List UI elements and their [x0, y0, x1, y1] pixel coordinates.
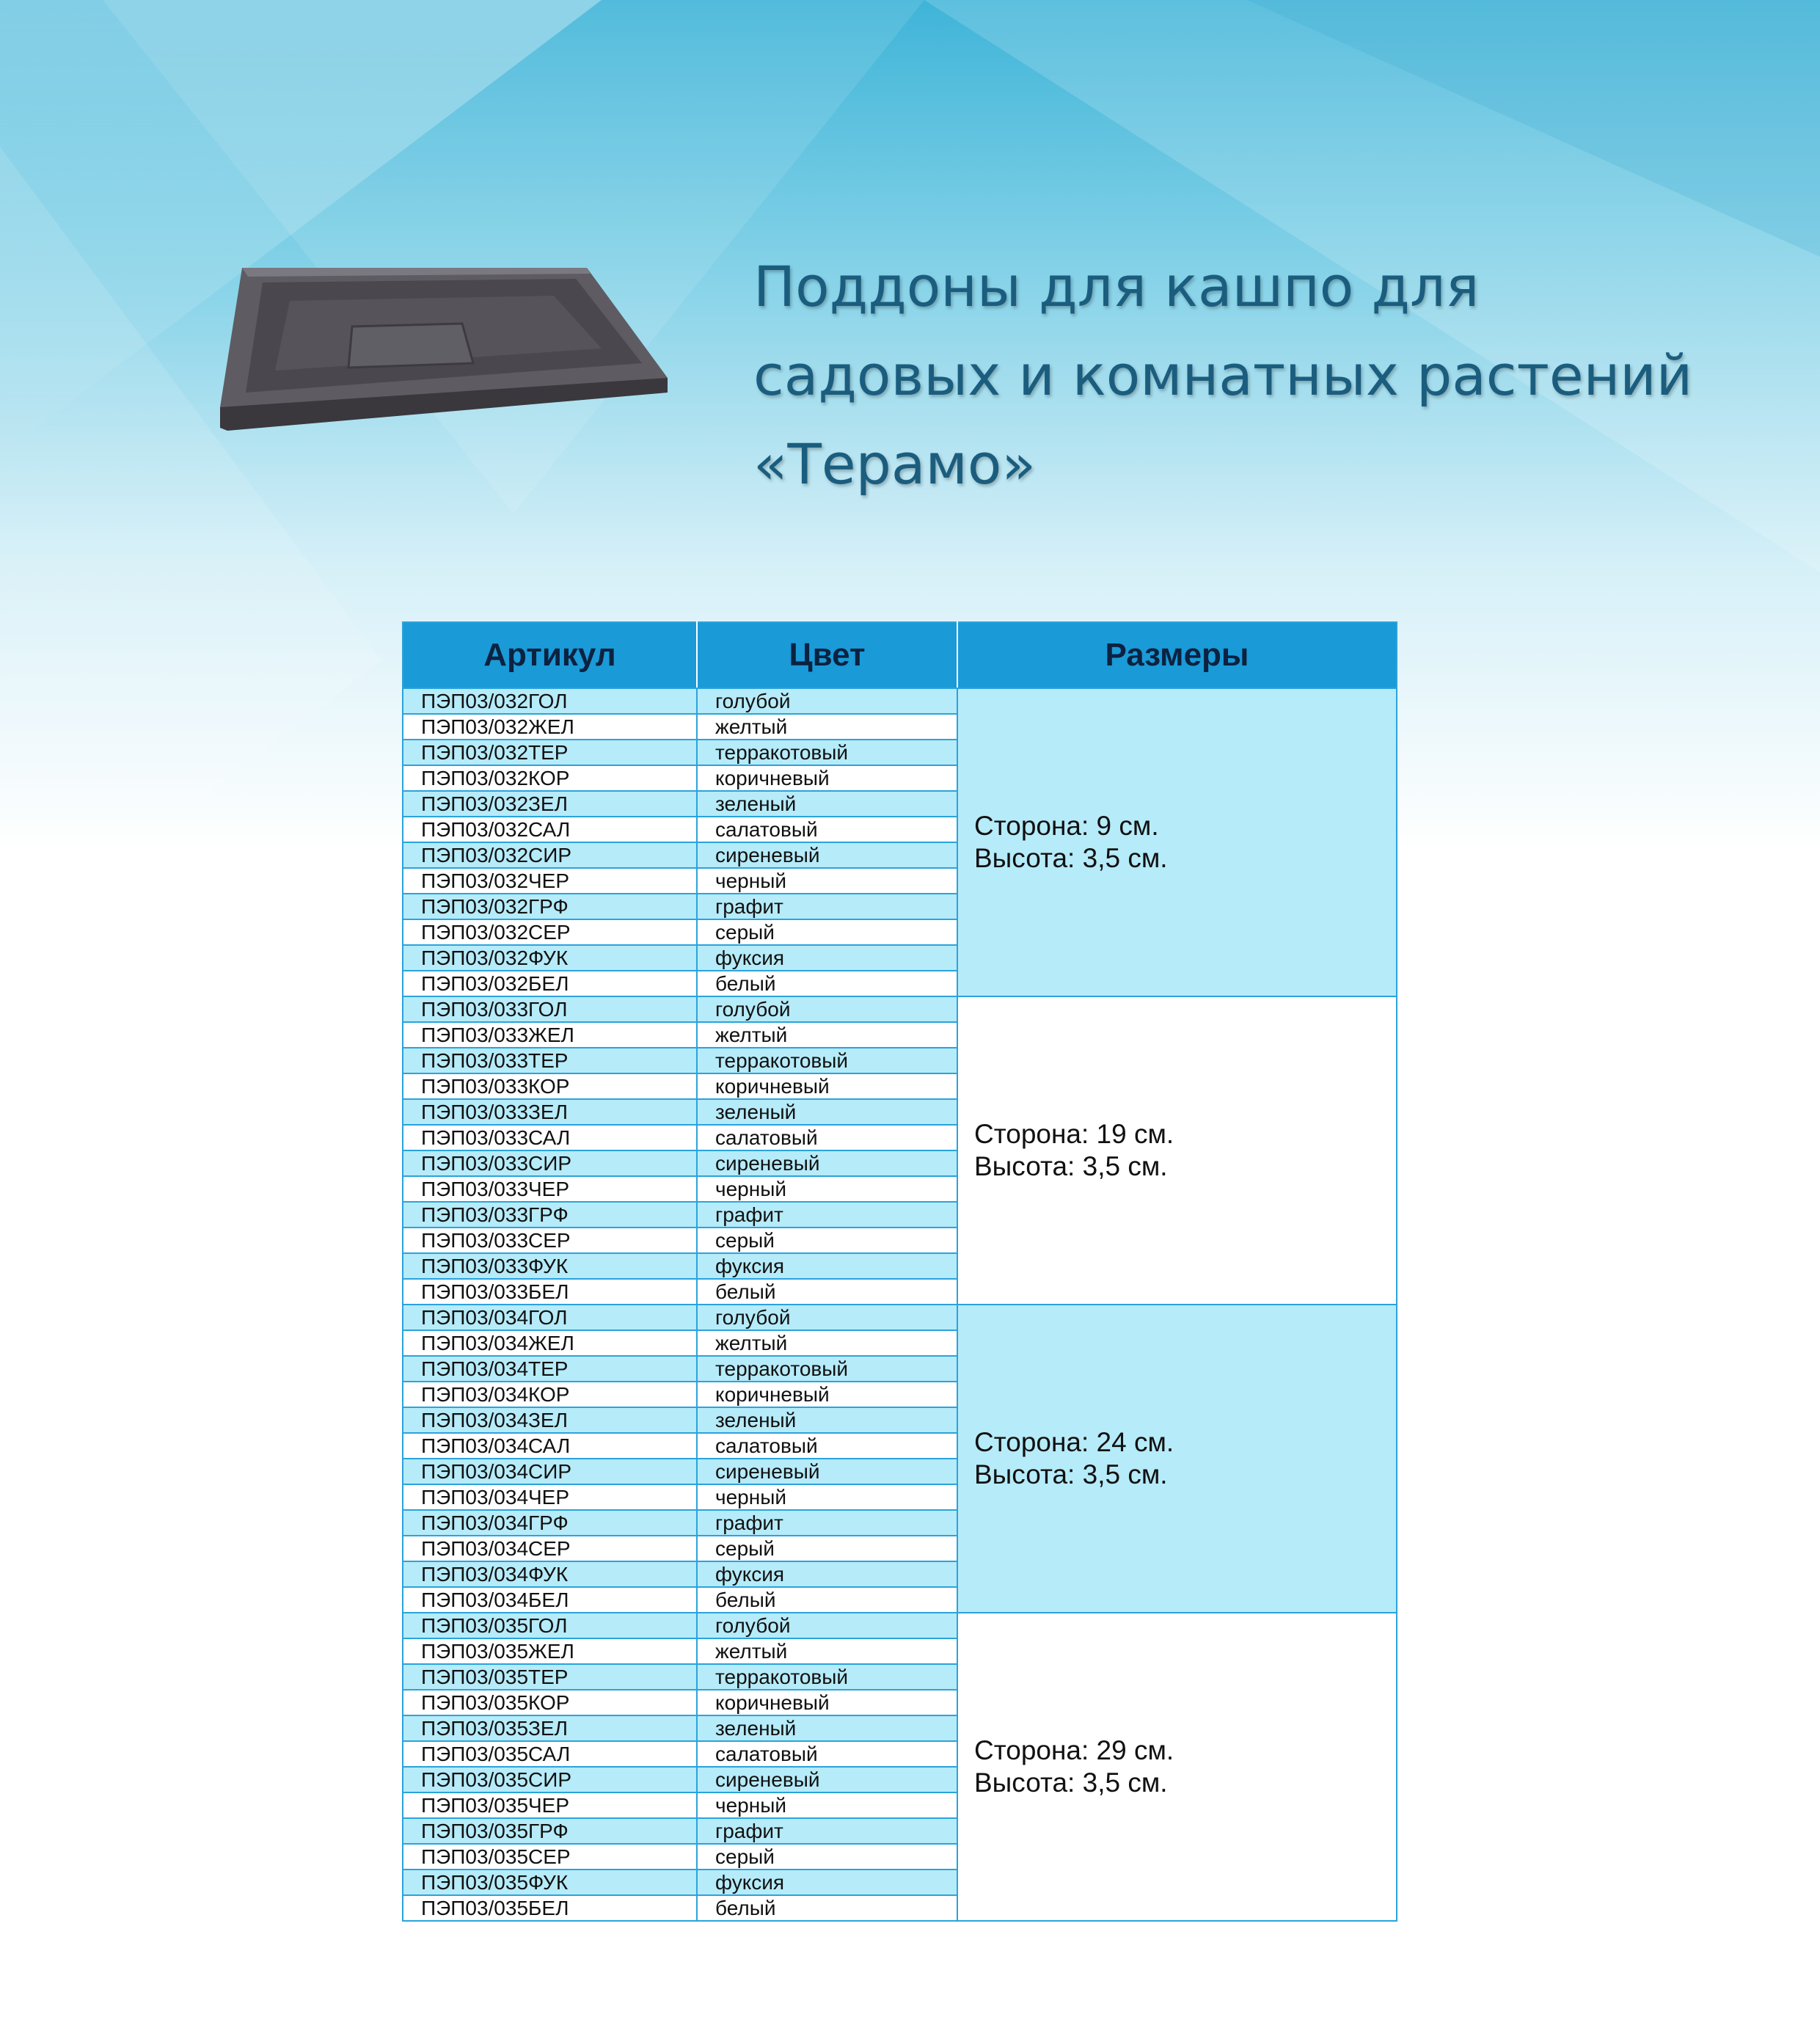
- color-cell: желтый: [697, 1022, 957, 1048]
- article-cell: ПЭП03/035ЧЕР: [403, 1792, 697, 1818]
- color-cell: сиреневый: [697, 842, 957, 868]
- article-cell: ПЭП03/035БЕЛ: [403, 1895, 697, 1921]
- article-cell: ПЭП03/034САЛ: [403, 1433, 697, 1459]
- article-cell: ПЭП03/034СЕР: [403, 1536, 697, 1561]
- color-cell: серый: [697, 919, 957, 945]
- color-cell: черный: [697, 868, 957, 894]
- article-cell: ПЭП03/034ЧЕР: [403, 1484, 697, 1510]
- color-cell: голубой: [697, 1305, 957, 1330]
- article-cell: ПЭП03/032ЧЕР: [403, 868, 697, 894]
- article-cell: ПЭП03/033ТЕР: [403, 1048, 697, 1073]
- color-cell: сиреневый: [697, 1767, 957, 1792]
- size-side: Сторона: 19 см.: [974, 1119, 1174, 1149]
- article-cell: ПЭП03/034ЗЕЛ: [403, 1407, 697, 1433]
- color-cell: черный: [697, 1792, 957, 1818]
- size-cell: [957, 996, 1397, 1305]
- color-cell: коричневый: [697, 1690, 957, 1715]
- article-cell: ПЭП03/033ГРФ: [403, 1202, 697, 1228]
- page-title: [753, 242, 1780, 508]
- article-cell: ПЭП03/034ГОЛ: [403, 1305, 697, 1330]
- color-cell: голубой: [697, 688, 957, 714]
- article-cell: ПЭП03/035САЛ: [403, 1741, 697, 1767]
- color-cell: зеленый: [697, 1407, 957, 1433]
- color-cell: серый: [697, 1536, 957, 1561]
- color-cell: белый: [697, 971, 957, 996]
- article-cell: ПЭП03/032КОР: [403, 765, 697, 791]
- article-cell: ПЭП03/035ЖЕЛ: [403, 1638, 697, 1664]
- article-cell: ПЭП03/035СЕР: [403, 1844, 697, 1870]
- color-cell: салатовый: [697, 1741, 957, 1767]
- article-cell: ПЭП03/033БЕЛ: [403, 1279, 697, 1305]
- color-cell: фуксия: [697, 1870, 957, 1895]
- color-cell: белый: [697, 1587, 957, 1613]
- color-cell: терракотовый: [697, 740, 957, 765]
- article-cell: ПЭП03/035ГРФ: [403, 1818, 697, 1844]
- color-cell: сиреневый: [697, 1459, 957, 1484]
- color-cell: голубой: [697, 1613, 957, 1638]
- title-line-2: садовых и комнатных растений: [753, 343, 1693, 408]
- size-height: Высота: 3,5 см.: [974, 1151, 1168, 1181]
- article-cell: ПЭП03/032ЖЕЛ: [403, 714, 697, 740]
- color-cell: терракотовый: [697, 1356, 957, 1382]
- color-cell: фуксия: [697, 1561, 957, 1587]
- product-table-container: [402, 621, 1396, 1922]
- tray-product-image: [220, 260, 675, 437]
- size-height: Высота: 3,5 см.: [974, 1768, 1168, 1798]
- article-cell: ПЭП03/035ФУК: [403, 1870, 697, 1895]
- color-cell: графит: [697, 1202, 957, 1228]
- article-cell: ПЭП03/034КОР: [403, 1382, 697, 1407]
- color-cell: графит: [697, 1510, 957, 1536]
- table-header-row: [403, 622, 1397, 688]
- article-cell: ПЭП03/035ГОЛ: [403, 1613, 697, 1638]
- article-cell: ПЭП03/033КОР: [403, 1073, 697, 1099]
- color-cell: желтый: [697, 1330, 957, 1356]
- color-cell: фуксия: [697, 1253, 957, 1279]
- title-line-1: Поддоны для кашпо для: [753, 254, 1480, 319]
- article-cell: ПЭП03/032САЛ: [403, 817, 697, 842]
- header-article: Артикул: [403, 622, 697, 688]
- color-cell: салатовый: [697, 1125, 957, 1150]
- article-cell: ПЭП03/032ФУК: [403, 945, 697, 971]
- article-cell: ПЭП03/033САЛ: [403, 1125, 697, 1150]
- article-cell: ПЭП03/034ФУК: [403, 1561, 697, 1587]
- article-cell: ПЭП03/032ТЕР: [403, 740, 697, 765]
- article-cell: ПЭП03/032СЕР: [403, 919, 697, 945]
- article-cell: ПЭП03/034ЖЕЛ: [403, 1330, 697, 1356]
- article-cell: ПЭП03/033ФУК: [403, 1253, 697, 1279]
- table-row: [403, 1613, 1397, 1638]
- color-cell: желтый: [697, 714, 957, 740]
- color-cell: белый: [697, 1895, 957, 1921]
- color-cell: голубой: [697, 996, 957, 1022]
- article-cell: ПЭП03/033ЖЕЛ: [403, 1022, 697, 1048]
- color-cell: желтый: [697, 1638, 957, 1664]
- header-sizes: Размеры: [957, 622, 1397, 688]
- article-cell: ПЭП03/033ЗЕЛ: [403, 1099, 697, 1125]
- article-cell: ПЭП03/035КОР: [403, 1690, 697, 1715]
- article-cell: ПЭП03/033ГОЛ: [403, 996, 697, 1022]
- article-cell: ПЭП03/035СИР: [403, 1767, 697, 1792]
- article-cell: ПЭП03/034ГРФ: [403, 1510, 697, 1536]
- title-line-3: «Терамо»: [753, 431, 1036, 497]
- color-cell: салатовый: [697, 817, 957, 842]
- size-cell: [957, 1613, 1397, 1921]
- color-cell: серый: [697, 1228, 957, 1253]
- color-cell: коричневый: [697, 1073, 957, 1099]
- article-cell: ПЭП03/033ЧЕР: [403, 1176, 697, 1202]
- article-cell: ПЭП03/032БЕЛ: [403, 971, 697, 996]
- article-cell: ПЭП03/032СИР: [403, 842, 697, 868]
- size-height: Высота: 3,5 см.: [974, 1459, 1168, 1489]
- article-cell: ПЭП03/032ГРФ: [403, 894, 697, 919]
- size-cell: [957, 1305, 1397, 1613]
- size-side: Сторона: 29 см.: [974, 1735, 1174, 1765]
- color-cell: графит: [697, 894, 957, 919]
- color-cell: белый: [697, 1279, 957, 1305]
- size-side: Сторона: 9 см.: [974, 811, 1159, 841]
- color-cell: серый: [697, 1844, 957, 1870]
- size-side: Сторона: 24 см.: [974, 1427, 1174, 1457]
- size-cell: [957, 688, 1397, 996]
- color-cell: графит: [697, 1818, 957, 1844]
- header-color: Цвет: [697, 622, 957, 688]
- article-cell: ПЭП03/032ГОЛ: [403, 688, 697, 714]
- article-cell: ПЭП03/035ЗЕЛ: [403, 1715, 697, 1741]
- size-height: Высота: 3,5 см.: [974, 843, 1168, 873]
- table-row: [403, 996, 1397, 1022]
- color-cell: зеленый: [697, 1715, 957, 1741]
- color-cell: зеленый: [697, 1099, 957, 1125]
- color-cell: терракотовый: [697, 1664, 957, 1690]
- article-cell: ПЭП03/033СИР: [403, 1150, 697, 1176]
- color-cell: терракотовый: [697, 1048, 957, 1073]
- color-cell: салатовый: [697, 1433, 957, 1459]
- article-cell: ПЭП03/034СИР: [403, 1459, 697, 1484]
- article-cell: ПЭП03/035ТЕР: [403, 1664, 697, 1690]
- color-cell: черный: [697, 1176, 957, 1202]
- product-table: [402, 621, 1397, 1922]
- color-cell: коричневый: [697, 765, 957, 791]
- color-cell: черный: [697, 1484, 957, 1510]
- table-row: [403, 688, 1397, 714]
- article-cell: ПЭП03/033СЕР: [403, 1228, 697, 1253]
- article-cell: ПЭП03/034ТЕР: [403, 1356, 697, 1382]
- color-cell: сиреневый: [697, 1150, 957, 1176]
- table-row: [403, 1305, 1397, 1330]
- color-cell: коричневый: [697, 1382, 957, 1407]
- color-cell: фуксия: [697, 945, 957, 971]
- color-cell: зеленый: [697, 791, 957, 817]
- article-cell: ПЭП03/034БЕЛ: [403, 1587, 697, 1613]
- table-body: [403, 688, 1397, 1921]
- article-cell: ПЭП03/032ЗЕЛ: [403, 791, 697, 817]
